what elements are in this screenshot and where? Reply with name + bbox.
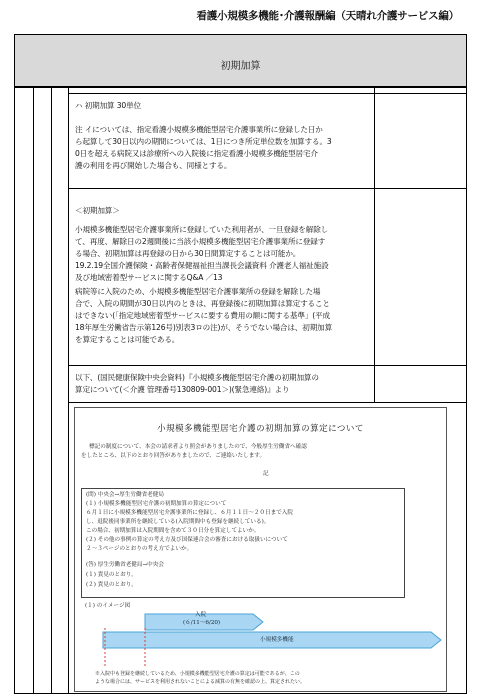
footer-note: ような場合には、サービスを利用されないことによる減算の有無を確認の上、算定されたい。: [95, 679, 306, 685]
scan-intro-line: をしたところ、以下のとおり回答がありましたので、ご連絡いたします。: [81, 453, 266, 459]
box-line: (１) 小規模多機能型居宅介護の初期加算の算定について: [86, 501, 227, 507]
answer-line: はできない(「指定地域密着型サービスに要する費用の額に関する基準」(平成: [75, 311, 330, 320]
column-divider: [51, 87, 52, 694]
box-line: (２) その他の事例の算定の考え方及び国保連合会の審査における取扱いについて: [86, 537, 288, 543]
qa-line: 及び地域密着型サービスに関するQ&A ／13: [75, 273, 223, 282]
scan-title: 小規模多機能型居宅介護の初期加算の算定について: [157, 424, 364, 434]
box-line: (問) 中央会→厚生労働省老健局: [86, 492, 164, 498]
qa-line: 小規模多機能型居宅介護事業所に登録していた利用者が、一旦登録を解除し: [75, 225, 329, 234]
note-paragraph: [75, 124, 373, 172]
row-divider: [68, 93, 467, 94]
box-line: ２～３ページのとおりの考え方でよいか。: [86, 546, 193, 552]
reference-line: 以下、(国民健康保険中央会資料)『小規模多機能型居宅介護の初期加算の: [75, 373, 319, 382]
reference-line: 算定について(＜介護 管理番号130809-001＞)(緊急連絡)』より: [75, 385, 290, 394]
section-title: 初期加算: [220, 61, 261, 72]
scanned-notice-image: [74, 407, 447, 692]
qa-line: て、再度、解除日の2週間後に当該小規模多機能型居宅介護事業所に登録す: [75, 237, 326, 246]
scan-intro-line: 標記の制度について、本会の請求者より照会がありましたので、今般厚生労働省へ確認: [89, 444, 307, 450]
scan-ki: 記: [263, 471, 269, 477]
qa-question: [75, 224, 373, 284]
note-line: 注 イについては、指定看護小規模多機能型居宅介護事業所に登録した日か: [75, 125, 323, 134]
header-title: 看護小規模多機能･介護報酬編（天晴れ介護サービス編）: [196, 10, 459, 22]
column-divider: [68, 87, 69, 694]
qa-heading: ＜初期加算＞: [75, 206, 120, 215]
note-line: ら起算して30日以内の期間については、1日につき所定単位数を加算する。3: [75, 137, 332, 146]
arrow-main-label: 小規模多機能: [260, 637, 294, 643]
row-divider: [68, 188, 467, 189]
answer-line: を算定することは可能である。: [75, 335, 180, 344]
section-header: [14, 34, 467, 87]
answer-line: 病院等に入院のため、小規模多機能型居宅介護事業所の登録を解除した場: [75, 287, 321, 296]
box-line: この場合、初期加算は入院期間を含めて３０日分を算定してよいか。: [86, 528, 260, 534]
row-divider: [14, 87, 467, 88]
box-line: ６月１日に小規模多機能型居宅介護事業所に登録し、６月１１日～２０日まで入院: [86, 510, 293, 516]
box-line: (１) 貴見のとおり。: [86, 572, 137, 578]
arrow-top-label: 入院: [195, 612, 207, 618]
box-line: (２) 貴見のとおり。: [86, 582, 137, 588]
arrow-top-sublabel: (６/11～6/20): [183, 620, 221, 626]
row-divider: [68, 402, 467, 403]
qa-box: [81, 488, 405, 598]
answer-line: 合で、入院の期間が30日以内のときは、再登録後に初期加算は算定すること: [75, 299, 330, 308]
footer-note: ※入院中も登録を継続しているため、小規模多機能型居宅介護の算定は可能であるが、この: [95, 671, 300, 677]
column-divider: [33, 87, 34, 694]
qa-answer: [75, 286, 373, 346]
note-line: 0日を超える病院又は診療所への入院後に指定看護小規模多機能型居宅介: [75, 149, 318, 158]
item-heading: ハ 初期加算 30単位: [75, 101, 141, 110]
column-divider: [374, 87, 375, 402]
box-line: し、退院後同事業所を継続している(入院期間中も登録を継続している)。: [86, 519, 270, 525]
row-divider: [68, 365, 467, 366]
qa-line: る場合、初期加算は再登録の日から30日間算定することは可能か。: [75, 249, 301, 258]
reference-text: [75, 372, 373, 396]
diagram-label: (１) のイメージ図: [85, 603, 131, 609]
answer-line: 18年厚生労働省告示第126号)別表3ロの注)が、そうでない場合は、初期加算: [75, 323, 333, 332]
box-line: (答) 厚生労働省老健局→中央会: [86, 562, 164, 568]
qa-line: 19.2.19全国介護保険・高齢者保健福祉担当課長会議資料 介護老人福祉施設: [75, 261, 329, 270]
note-line: 護の利用を再び開始した場合も、同様とする。: [75, 161, 232, 170]
